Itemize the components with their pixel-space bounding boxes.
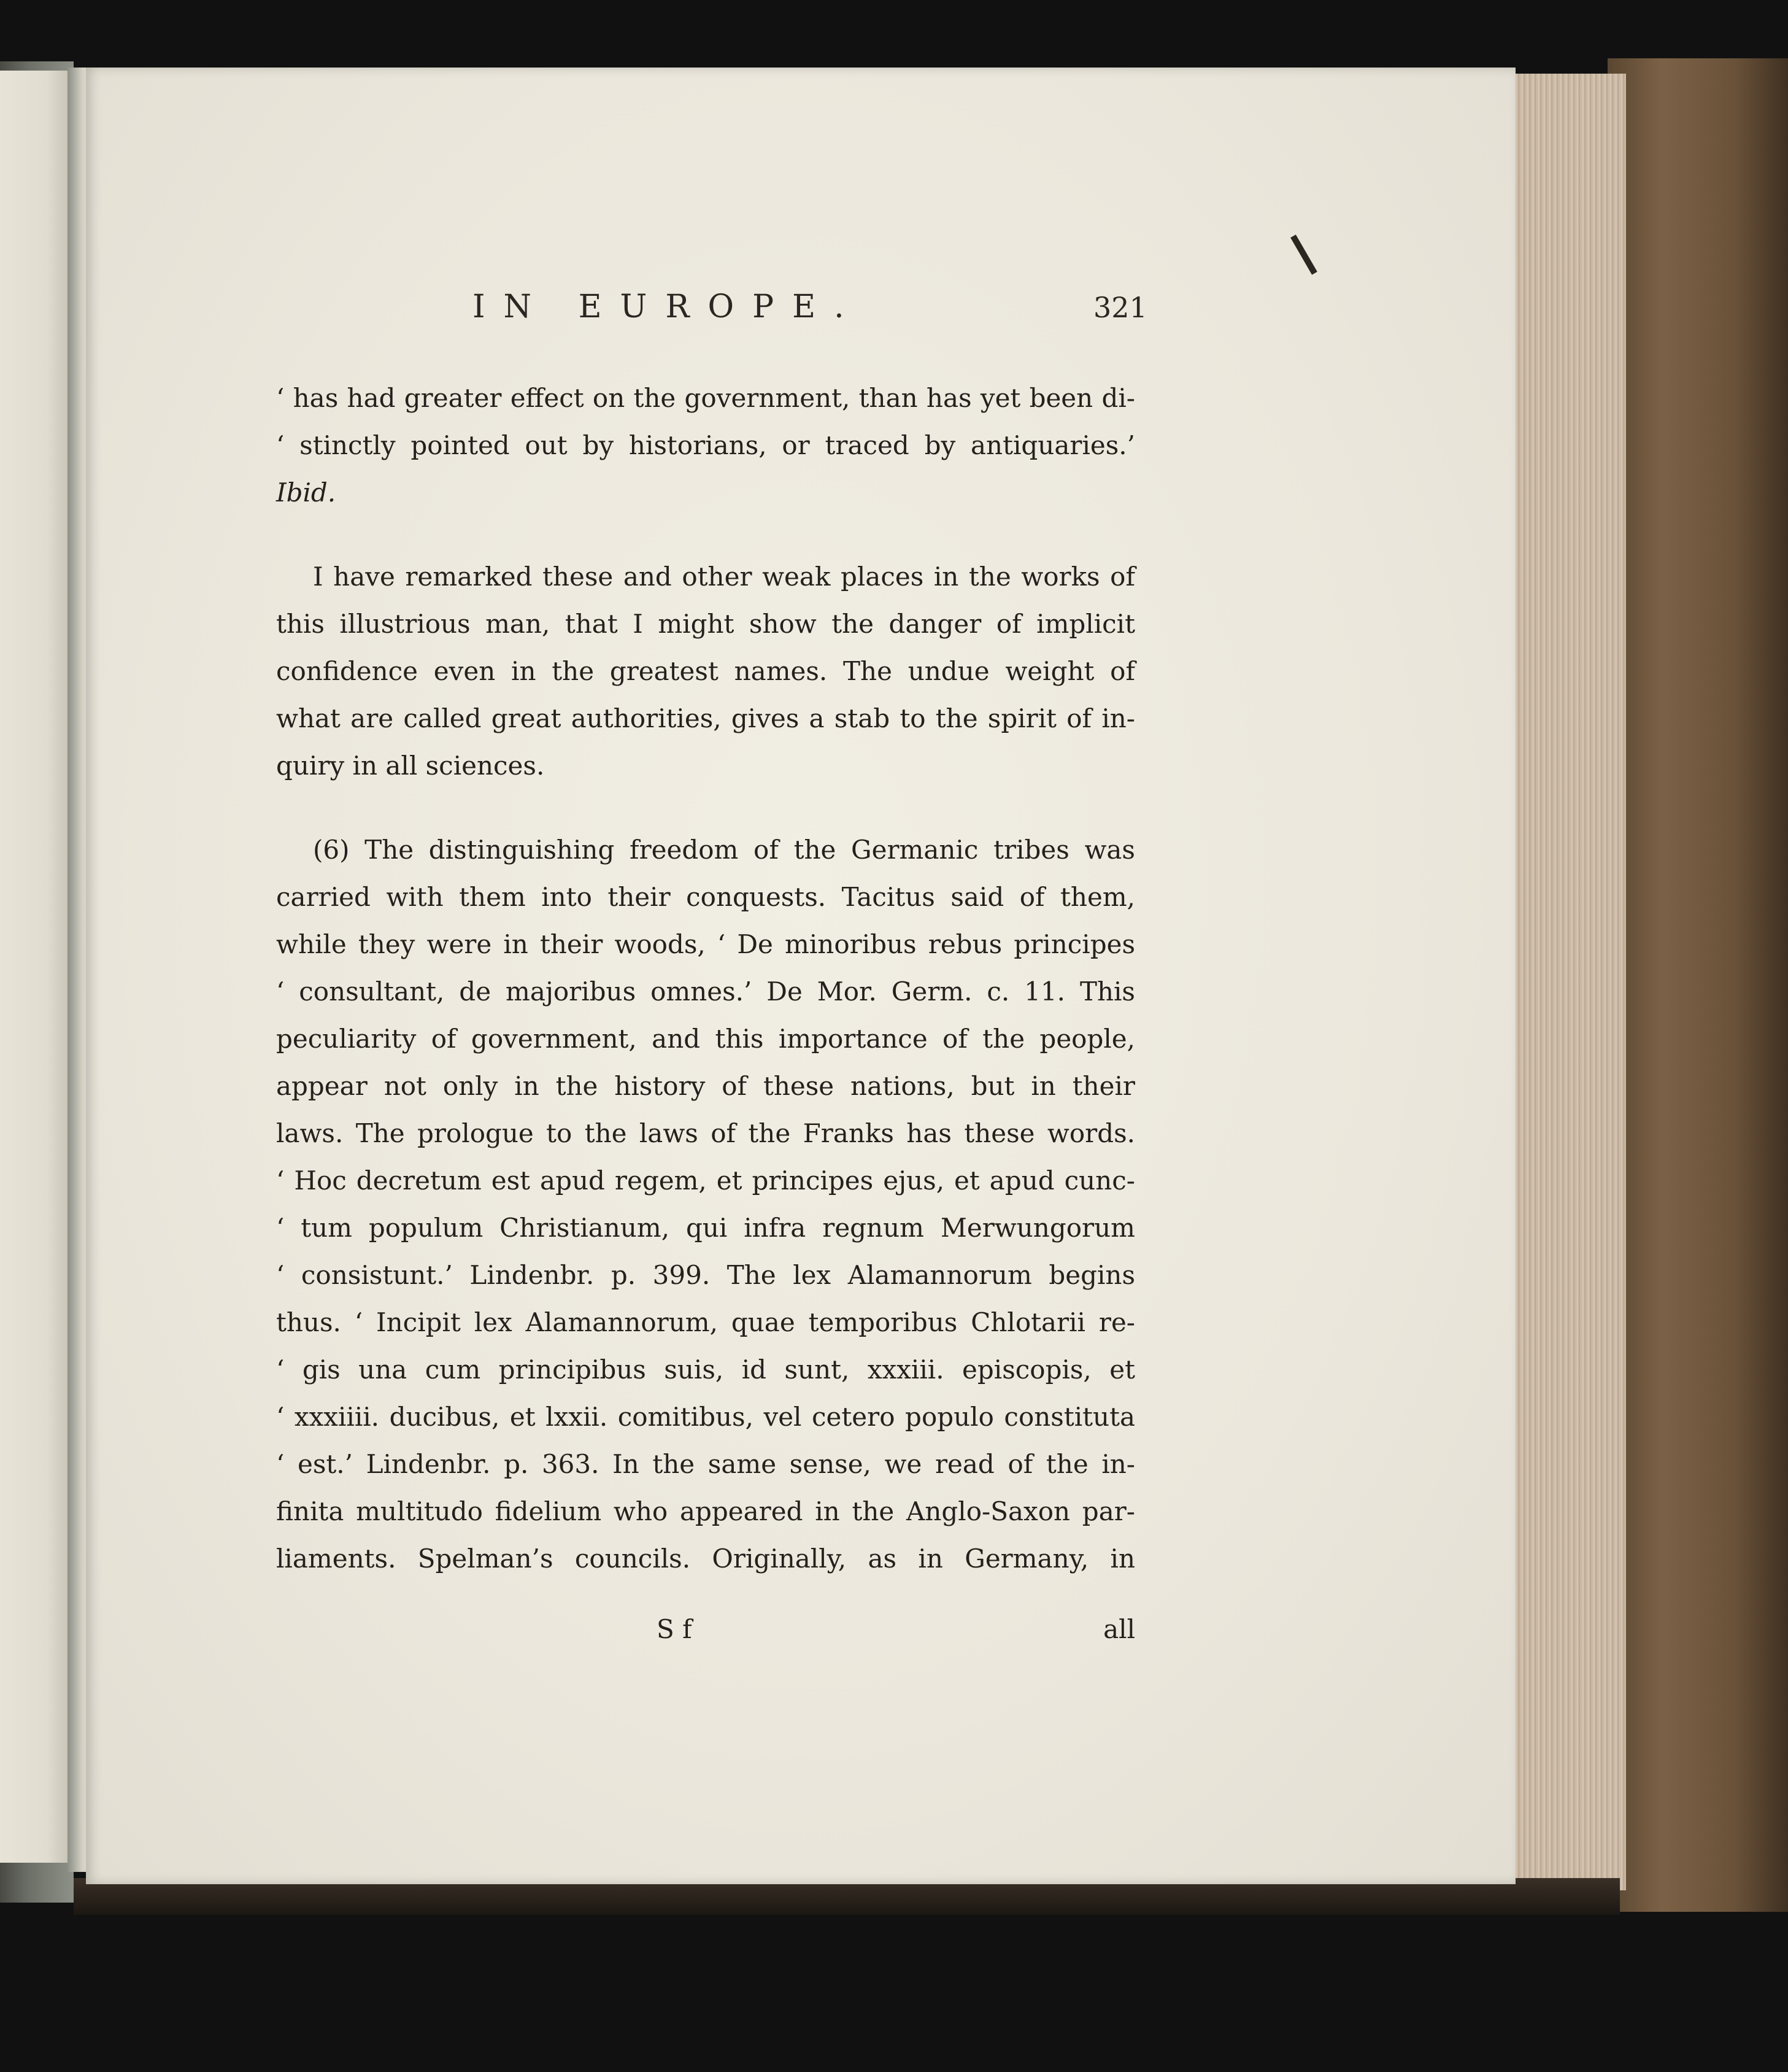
- text-line: what are called great authorities, gives a stab to the spirit of in-: [276, 703, 1135, 733]
- page-edges: [1509, 74, 1626, 1890]
- text-line: I have remarked these and other weak places in the works of: [313, 562, 1135, 592]
- text-line: Ibid.: [276, 477, 336, 508]
- paragraph-1: [276, 374, 1135, 516]
- text-line: thus. ‘ Incipit lex Alamannorum, quae temporibus Chlotarii re-: [276, 1307, 1135, 1337]
- paragraph-gap: [276, 516, 1135, 553]
- body-text: [276, 374, 1135, 1582]
- right-cover-board: [1608, 58, 1788, 1912]
- text-line: (6) The distinguishing freedom of the Germanic tribes was: [313, 835, 1135, 865]
- signature-mark: S f: [657, 1614, 692, 1644]
- catchword: all: [1103, 1614, 1135, 1644]
- running-head: IN EUROPE.: [472, 288, 863, 325]
- paragraph-3: [276, 826, 1135, 1582]
- text-line: ‘ xxxiiii. ducibus, et lxxii. comitibus, vel cetero populo constituta: [276, 1402, 1135, 1432]
- text-line: ‘ consistunt.’ Lindenbr. p. 399. The lex Alamannorum begins: [276, 1260, 1135, 1290]
- text-line: quiry in all sciences.: [276, 751, 545, 781]
- page-number: 321: [1093, 291, 1147, 324]
- text-line: ‘ has had greater effect on the government, than has yet been di-: [276, 383, 1135, 413]
- text-line: carried with them into their conquests. Tacitus said of them,: [276, 882, 1135, 912]
- text-line: confidence even in the greatest names. The undue weight of: [276, 656, 1135, 686]
- text-line: ‘ est.’ Lindenbr. p. 363. In the same sense, we read of the in-: [276, 1449, 1135, 1479]
- text-line: liaments. Spelman’s councils. Originally, as in Germany, in: [276, 1544, 1135, 1574]
- text-line: ‘ stinctly pointed out by historians, or traced by antiquaries.’: [276, 430, 1135, 460]
- text-line: ‘ consultant, de majoribus omnes.’ De Mor. Germ. c. 11. This: [276, 976, 1135, 1007]
- text-line: ‘ Hoc decretum est apud regem, et principes ejus, et apud cunc-: [276, 1166, 1135, 1196]
- page-header: [472, 288, 1160, 338]
- paragraph-gap: [276, 789, 1135, 826]
- text-line: while they were in their woods, ‘ De minoribus rebus principes: [276, 929, 1135, 959]
- text-line: ‘ tum populum Christianum, qui infra regnum Merwungorum: [276, 1213, 1135, 1243]
- text-line: this illustrious man, that I might show the danger of implicit: [276, 609, 1135, 639]
- text-line: peculiarity of government, and this importance of the people,: [276, 1024, 1135, 1054]
- text-line: finita multitudo fidelium who appeared in the Anglo-Saxon par-: [276, 1496, 1135, 1526]
- left-page-edge: [0, 71, 67, 1863]
- text-line: ‘ gis una cum principibus suis, id sunt, xxxiii. episcopis, et: [276, 1355, 1135, 1385]
- text-line: appear not only in the history of these nations, but in their: [276, 1071, 1135, 1101]
- page-footer: [276, 1614, 1135, 1657]
- text-line: laws. The prologue to the laws of the Franks has these words.: [276, 1118, 1135, 1148]
- paragraph-2: [276, 553, 1135, 789]
